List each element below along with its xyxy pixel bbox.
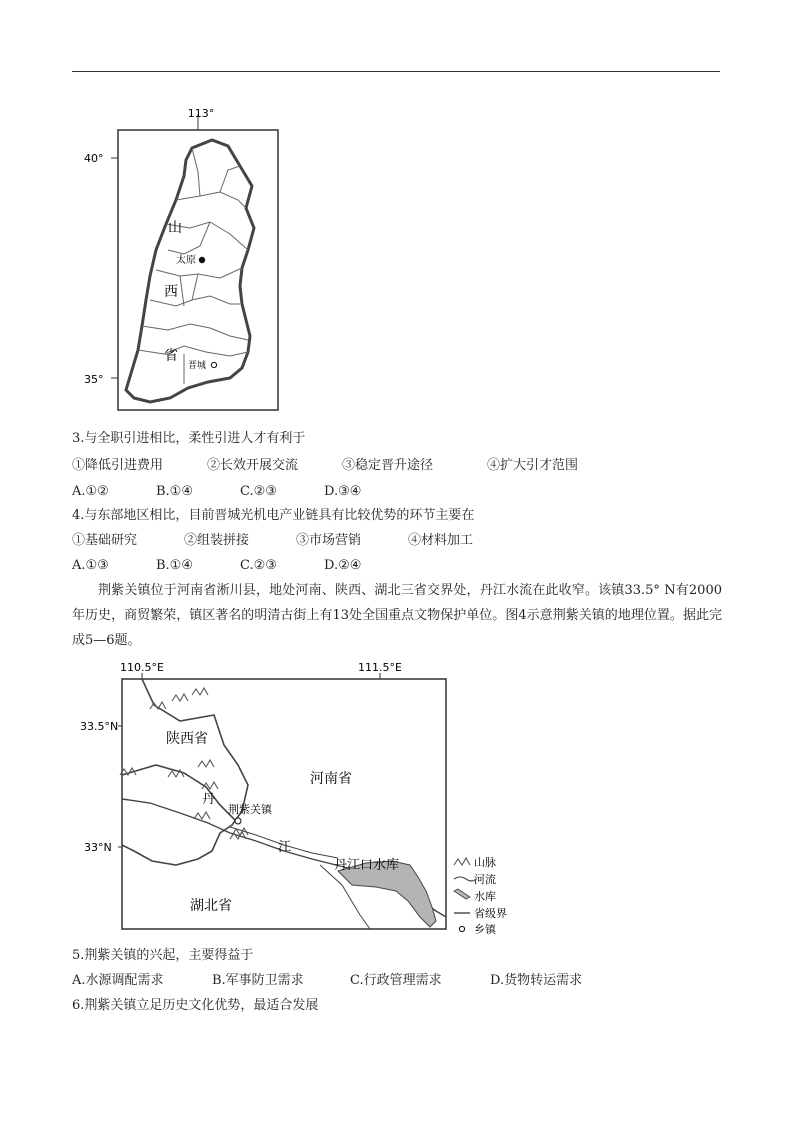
passage — [72, 578, 722, 653]
town-dot — [235, 818, 241, 824]
lat-bottom-label-2: 33°N — [84, 841, 112, 854]
legend-border: 省级界 — [474, 907, 507, 920]
shanxi-map — [80, 100, 280, 415]
q3-option-2: ②长效开展交流 — [207, 458, 299, 473]
q3-stem: 3.与全职引进相比，柔性引进人才有利于 — [72, 431, 306, 446]
q3-option-4: ④扩大引才范围 — [487, 458, 579, 473]
q3-choice-d: D.③④ — [324, 484, 362, 499]
legend-mountain: 山脉 — [474, 856, 496, 869]
lon-label: 113° — [187, 107, 215, 120]
q4-choice-c: C.②③ — [240, 558, 277, 573]
q3-option-3: ③稳定晋升途径 — [342, 458, 434, 473]
lat-top-label: 40° — [84, 152, 104, 165]
q4-choice-b: B.①④ — [156, 558, 193, 573]
lon-left-label: 110.5°E — [120, 661, 164, 674]
q4-option-3: ③市场营销 — [296, 533, 362, 548]
q6-stem: 6.荆紫关镇立足历史文化优势，最适合发展 — [72, 998, 319, 1013]
q3-choices — [72, 483, 361, 501]
hubei-label: 湖北省 — [190, 898, 232, 914]
legend-river: 河流 — [474, 873, 496, 886]
province-char-shan: 山 — [168, 220, 182, 236]
q4-options — [72, 532, 473, 550]
q4-choice-a: A.①③ — [72, 558, 109, 573]
dan-label: 丹 — [202, 792, 216, 807]
jiang-label: 江 — [278, 840, 292, 855]
q5-choice-d: D.货物转运需求 — [490, 973, 583, 988]
q5-choice-a: A.水源调配需求 — [72, 973, 164, 988]
legend-town: 乡镇 — [474, 923, 496, 936]
q3-choice-c: C.②③ — [240, 484, 277, 499]
q5-choices — [72, 972, 582, 990]
legend-mountain-icon — [454, 858, 470, 865]
legend-reservoir-icon — [454, 889, 470, 899]
province-char-sheng: 省 — [164, 348, 178, 364]
q5-stem: 5.荆紫关镇的兴起，主要得益于 — [72, 948, 254, 963]
q4-option-4: ④材料加工 — [408, 533, 474, 548]
q5-choice-c: C.行政管理需求 — [350, 973, 442, 988]
header-rule — [72, 71, 720, 72]
legend-town-icon — [459, 926, 464, 931]
lat-top-label-2: 33.5°N — [80, 720, 119, 733]
legend-reservoir: 水库 — [474, 890, 496, 903]
q3-options — [72, 457, 578, 475]
q4-choice-d: D.②④ — [324, 558, 362, 573]
shaanxi-label: 陕西省 — [166, 731, 208, 747]
q4-option-1: ①基础研究 — [72, 533, 138, 548]
legend — [454, 856, 507, 936]
town-label: 荆紫关镇 — [228, 803, 272, 816]
legend-river-icon — [454, 877, 476, 881]
lon-right-label: 111.5°E — [358, 661, 402, 674]
jingziguan-map — [80, 655, 540, 940]
q3-choice-a: A.①② — [72, 484, 109, 499]
taiyuan-dot — [199, 257, 205, 263]
q4-choices — [72, 557, 361, 575]
passage-text: 荆紫关镇位于河南省淅川县，地处河南、陕西、湖北三省交界处，丹江水流在此收窄。该镇33.5° N有2000年历史，商贸繁荣，镇区著名的明清古街上有13处全国重点文物保护单位。图4示意荆紫关镇的地理位置。据此完成5—6题。 — [72, 583, 722, 648]
province-char-xi: 西 — [164, 284, 178, 300]
q5-choice-b: B.军事防卫需求 — [212, 973, 304, 988]
lat-bottom-label: 35° — [84, 373, 104, 386]
q4-option-2: ②组装拼接 — [184, 533, 250, 548]
taiyuan-label: 太原 — [176, 255, 196, 266]
q3-choice-b: B.①④ — [156, 484, 193, 499]
q3-option-1: ①降低引进费用 — [72, 458, 164, 473]
reservoir-label: 丹江口水库 — [334, 858, 400, 873]
henan-label: 河南省 — [310, 771, 352, 787]
q4-stem: 4.与东部地区相比，目前晋城光机电产业链具有比较优势的环节主要在 — [72, 508, 475, 523]
jincheng-dot — [211, 362, 216, 367]
jincheng-label: 晋城 — [188, 361, 207, 371]
